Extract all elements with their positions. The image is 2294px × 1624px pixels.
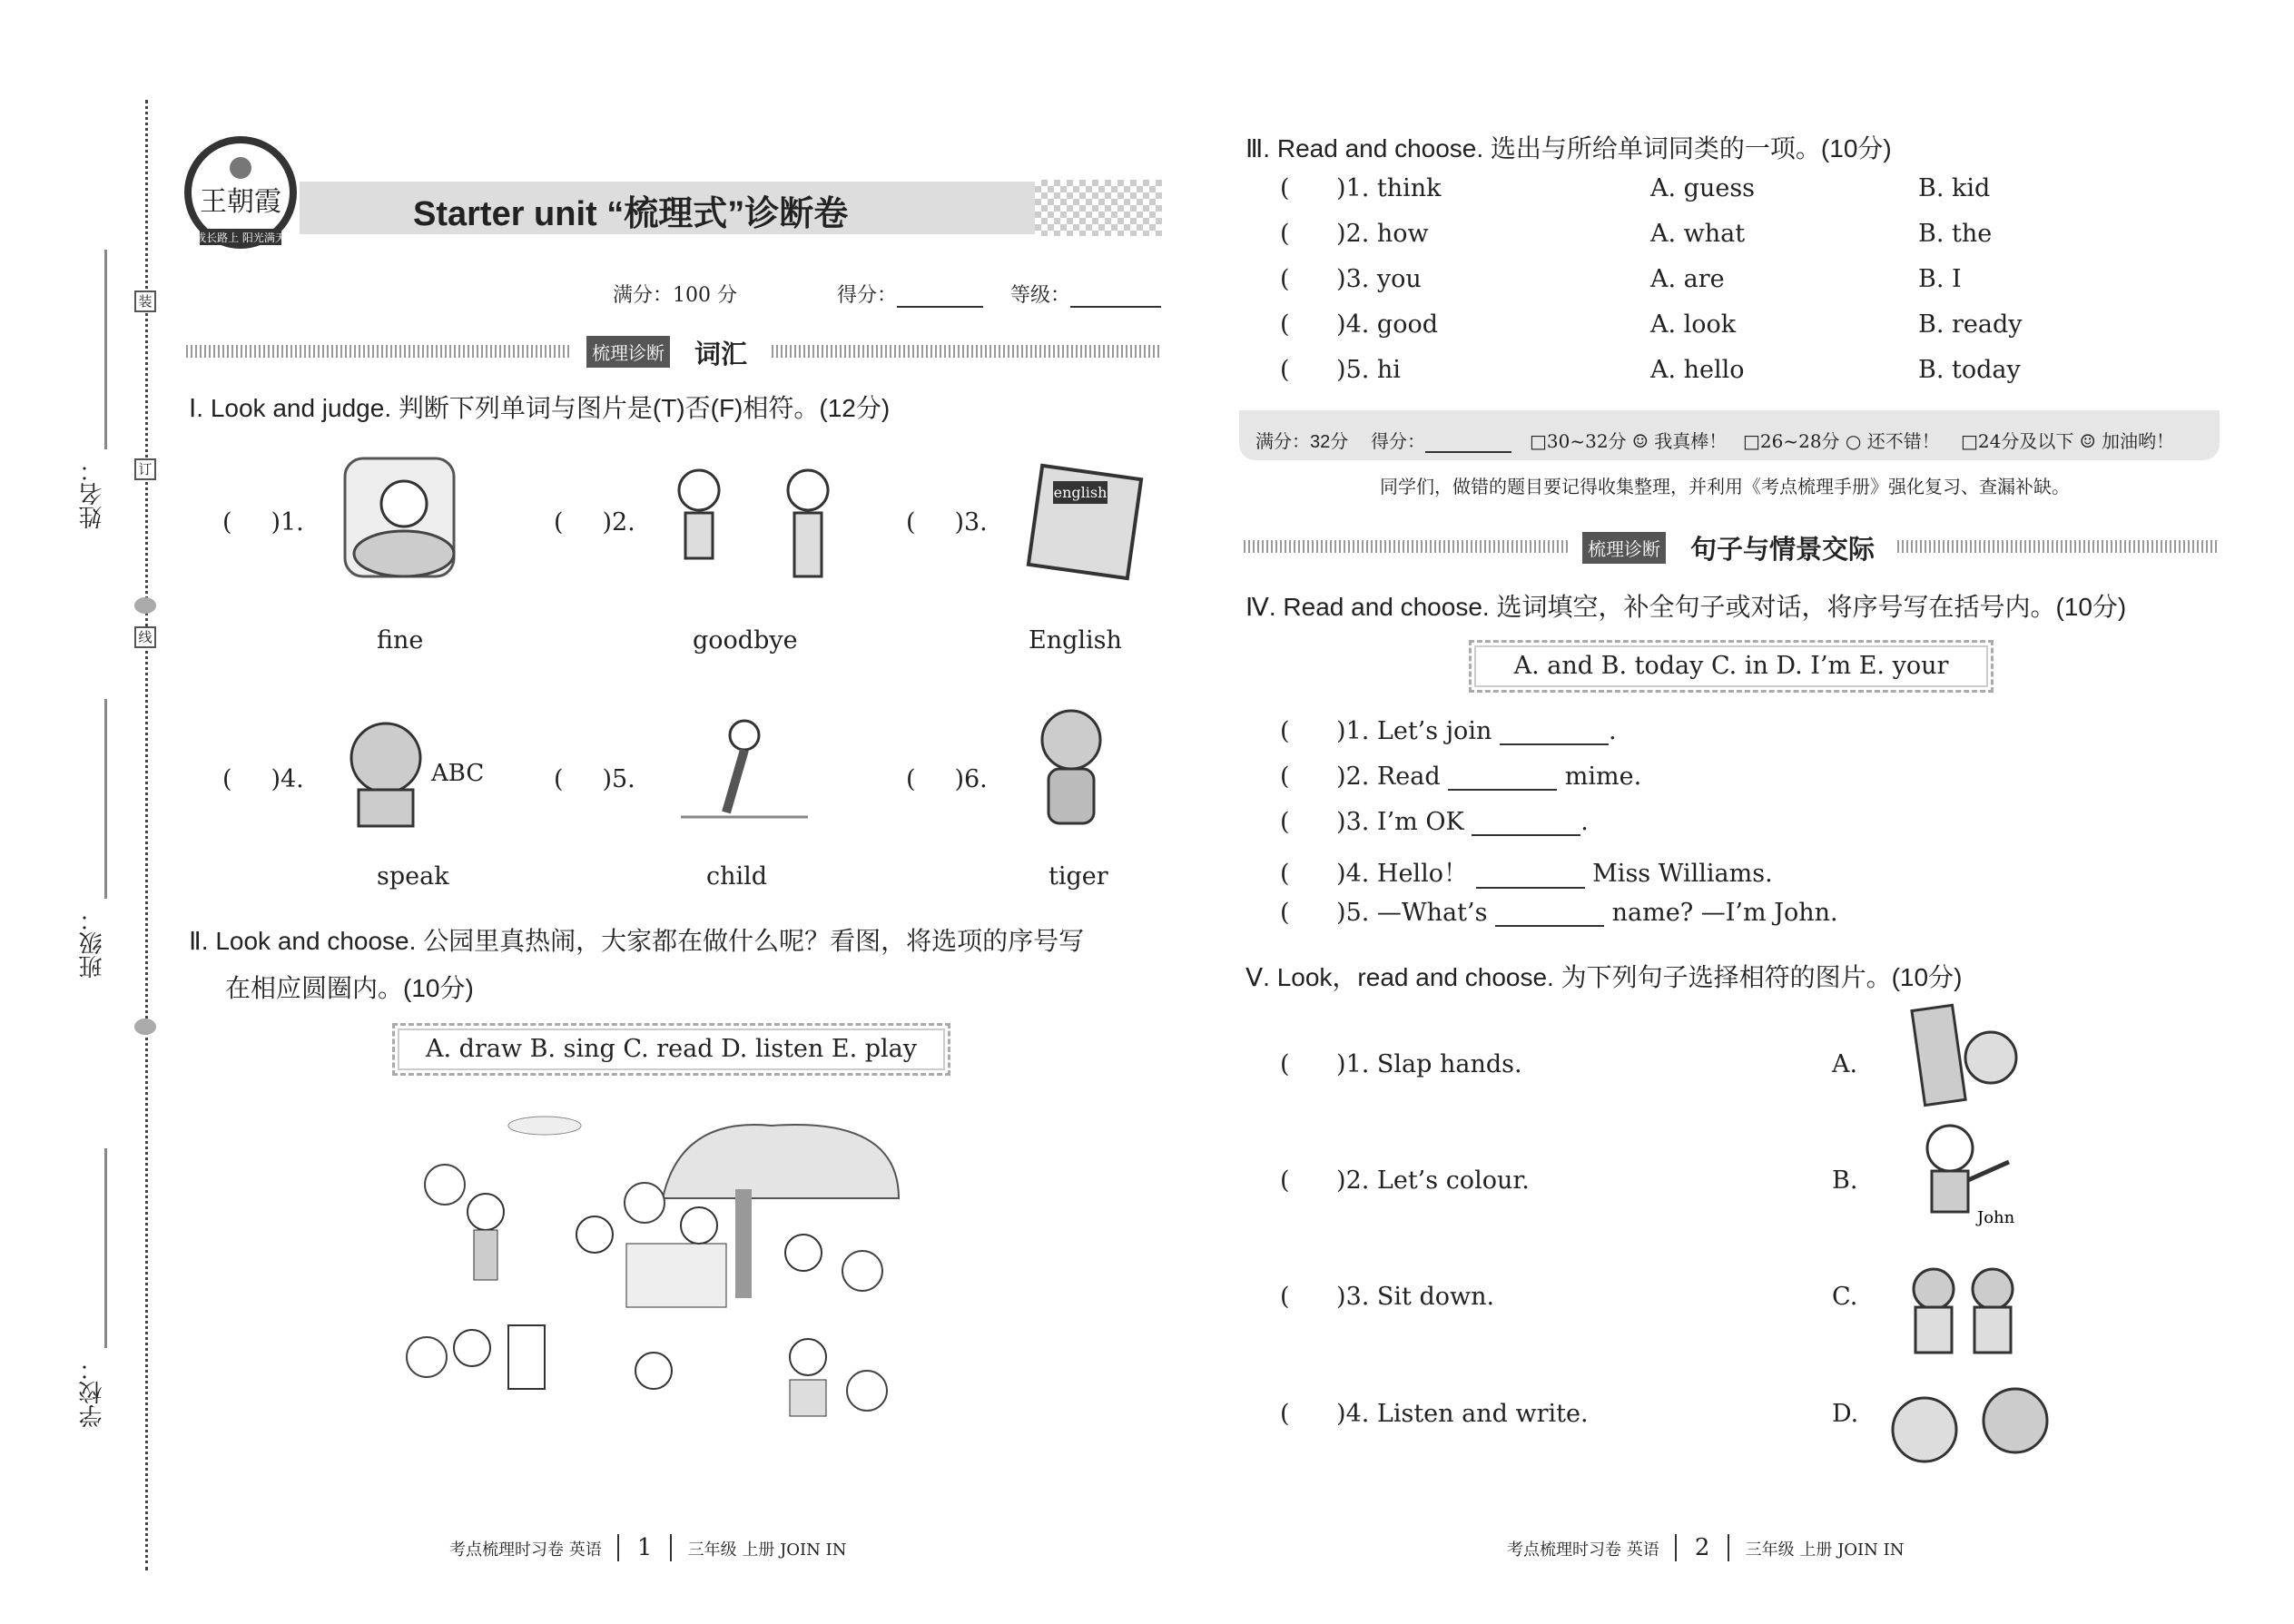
john-image <box>1914 1121 2023 1234</box>
answer-paren[interactable]: ( )1. <box>222 508 304 536</box>
section-tag: 梳理诊断 <box>1582 532 1666 564</box>
picture-letter: A. <box>1832 1050 1858 1078</box>
option-b: B. kid <box>1918 174 1991 202</box>
bar-full-score: 满分：32分 <box>1255 432 1349 452</box>
options-box: A. draw B. sing C. read D. listen E. play <box>392 1023 950 1076</box>
answer-paren[interactable]: ( )5. hi <box>1280 356 1401 384</box>
item-number: )1. <box>271 508 304 536</box>
sentence-end: . <box>1580 808 1589 836</box>
tigers-slap-hands-image <box>1906 1262 2020 1361</box>
answer-paren[interactable]: ( )2. <box>554 508 635 536</box>
q2-heading: Ⅱ. Look and choose. 公园里真热闹，大家都在做什么呢？看图，将选项的序号写 <box>189 927 1085 955</box>
divider <box>772 345 1162 358</box>
full-score: 满分：100 分 <box>613 284 737 307</box>
school-label: 学校： <box>79 1357 106 1428</box>
q1-heading: Ⅰ. Look and judge. 判断下列单词与图片是(T)否(F)相符。(12分) <box>189 394 891 422</box>
english-book-image <box>1026 463 1153 585</box>
footer-grade: 三年级 上册 JOIN IN <box>1745 1540 1905 1560</box>
divider <box>1897 540 2220 553</box>
grade-label: 等级： <box>1010 284 1071 307</box>
option-a: A. are <box>1650 265 1725 293</box>
fill-item[interactable]: ( )2. Read mime. <box>1280 763 1642 791</box>
rating-option[interactable]: □26~28分 ○ 还不错！ <box>1743 430 1940 452</box>
note: 同学们，做错的题目要记得收集整理，并利用《考点梳理手册》强化复习、查漏补缺。 <box>1380 476 2070 497</box>
option-b: B. ready <box>1918 310 2023 339</box>
item-number: )6. <box>954 765 988 793</box>
word-label: fine <box>377 626 424 655</box>
binding-mark: 订 <box>134 458 156 480</box>
park-scene-image <box>390 1098 917 1465</box>
sentence-end: . <box>1608 717 1617 745</box>
tiger-speaking-image <box>340 713 485 834</box>
item-word: )4. good <box>1336 310 1438 339</box>
score-bar <box>1239 410 2220 460</box>
sentence: )4. Listen and write. <box>1336 1400 1589 1428</box>
option-a: A. what <box>1650 220 1746 248</box>
picture-letter: C. <box>1832 1283 1858 1311</box>
smiley-icon <box>134 1019 156 1035</box>
answer-paren[interactable]: ( )3. <box>906 508 988 536</box>
sentence: )3. Sit down. <box>1336 1283 1495 1311</box>
item-number: )4. <box>271 765 304 793</box>
answer-paren[interactable]: ( )2. Let’s colour. <box>1280 1166 1530 1195</box>
item-word: )5. hi <box>1336 356 1401 384</box>
option-a: A. hello <box>1650 356 1745 384</box>
answer-paren[interactable]: ( )1. Slap hands. <box>1280 1050 1522 1078</box>
answer-paren[interactable]: ( )4. <box>222 765 304 793</box>
sentence-end: name? —I’m John. <box>1611 899 1838 927</box>
q2-heading-cont: 在相应圆圈内。(10分) <box>225 974 474 1002</box>
sentence-start: )1. Let’s join <box>1336 717 1492 745</box>
binding-mark: 装 <box>134 290 156 312</box>
footer-left <box>449 1534 846 1561</box>
rating-range: □24分及以下 <box>1961 430 2074 452</box>
item-number: )2. <box>602 508 635 536</box>
checker-decoration <box>1035 180 1162 236</box>
fill-item[interactable]: ( )4. Hello！ Miss Williams. <box>1280 860 1773 888</box>
sentence-start: )4. Hello！ <box>1336 860 1468 888</box>
answer-paren[interactable]: ( )3. Sit down. <box>1280 1283 1495 1311</box>
q5-heading: Ⅴ. Look，read and choose. 为下列句子选择相符的图片。(10分) <box>1245 963 1963 991</box>
item-word: )2. how <box>1336 220 1429 248</box>
binding-mark: 线 <box>134 626 156 648</box>
answer-paren[interactable]: ( )4. good <box>1280 310 1438 339</box>
sentence-start: )3. I’m OK <box>1336 808 1464 836</box>
item-word: )1. think <box>1336 174 1442 202</box>
item-number: )5. <box>602 765 635 793</box>
section-tag: 梳理诊断 <box>586 336 670 368</box>
word-label: English <box>1029 626 1122 655</box>
rating-option[interactable]: □24分及以下 ☺ 加油哟！ <box>1961 430 2175 452</box>
picture-letter: D. <box>1832 1400 1859 1428</box>
book-title: english <box>1053 484 1108 501</box>
rating-text: 加油哟！ <box>2102 430 2175 452</box>
binding-line <box>145 100 148 1570</box>
option-a: A. look <box>1650 310 1737 339</box>
sentence-start: )2. Read <box>1336 763 1441 791</box>
q3-heading: Ⅲ. Read and choose. 选出与所给单词同类的一项。(10分) <box>1245 134 1892 162</box>
rating-range: □26~28分 <box>1743 430 1840 452</box>
answer-paren[interactable]: ( )1. think <box>1280 174 1442 202</box>
option-b: B. today <box>1918 356 2021 384</box>
school-line[interactable] <box>104 1148 107 1348</box>
footer-grade: 三年级 上册 JOIN IN <box>687 1540 847 1560</box>
old-man-image <box>663 717 817 830</box>
rating-range: □30~32分 <box>1530 430 1627 452</box>
answer-paren[interactable]: ( )4. Listen and write. <box>1280 1400 1589 1428</box>
abc-text: ABC <box>431 760 485 787</box>
fill-item[interactable]: ( )1. Let’s join . <box>1280 717 1617 745</box>
class-label: 班级： <box>79 908 106 979</box>
word-label: child <box>706 862 768 891</box>
name-label: 姓名： <box>79 458 106 529</box>
rating-text: 我真棒！ <box>1654 430 1728 452</box>
score-field[interactable] <box>837 280 983 308</box>
tigers-sitting-image <box>1888 1384 2061 1474</box>
footer-book: 考点梳理时习卷 英语 <box>1507 1540 1659 1560</box>
name-line[interactable] <box>104 250 107 449</box>
section-title: 句子与情景交际 <box>1690 534 1876 565</box>
sentence-end: mime. <box>1564 763 1642 791</box>
svg-text:成长路上 阳光满天: 成长路上 阳光满天 <box>195 231 286 244</box>
answer-paren[interactable]: ( )2. how <box>1280 220 1429 248</box>
bar-score-label: 得分： <box>1371 432 1425 452</box>
tiger-colouring-image <box>1914 1003 2023 1111</box>
word-label: speak <box>377 862 449 891</box>
item-number: )3. <box>954 508 988 536</box>
q4-heading: Ⅳ. Read and choose. 选词填空，补全句子或对话，将序号写在括号内。(10分) <box>1245 593 2127 621</box>
option-b: B. I <box>1918 265 1962 293</box>
footer-right <box>1507 1534 1904 1561</box>
divider <box>1244 540 1570 553</box>
answer-paren[interactable]: ( )3. you <box>1280 265 1422 293</box>
options-box: A. and B. today C. in D. I’m E. your <box>1469 640 1994 693</box>
tiger-image <box>1017 704 1135 834</box>
smiley-icon <box>134 597 156 614</box>
sentence: )2. Let’s colour. <box>1336 1166 1530 1195</box>
rating-text: 还不错！ <box>1866 430 1940 452</box>
answer-paren[interactable]: ( )6. <box>906 765 988 793</box>
option-b: B. the <box>1918 220 1993 248</box>
two-children-waving-image <box>663 463 844 594</box>
score-label: 得分： <box>837 284 898 307</box>
grade-field[interactable] <box>1010 280 1161 308</box>
page-title: Starter unit “梳理式”诊断卷 <box>413 195 849 233</box>
class-line[interactable] <box>104 699 107 899</box>
option-a: A. guess <box>1650 174 1756 202</box>
bar-score-field[interactable] <box>1371 427 1511 453</box>
rating-option[interactable]: □30~32分 ☺ 我真棒！ <box>1530 430 1728 452</box>
page-number: 2 <box>1675 1534 1730 1561</box>
john-label: John <box>1977 1208 2015 1227</box>
word-label: goodbye <box>693 626 798 655</box>
svg-text:王朝霞: 王朝霞 <box>200 186 281 218</box>
fill-item[interactable]: ( )5. —What’s name? —I’m John. <box>1280 899 1838 927</box>
footer-book: 考点梳理时习卷 英语 <box>449 1540 602 1560</box>
sentence-start: )5. —What’s <box>1336 899 1488 927</box>
picture-letter: B. <box>1832 1166 1858 1195</box>
word-label: tiger <box>1049 862 1108 891</box>
item-word: )3. you <box>1336 265 1422 293</box>
sleeping-child-image <box>340 449 463 589</box>
answer-paren[interactable]: ( )5. <box>554 765 635 793</box>
logo <box>182 127 300 254</box>
divider <box>186 345 572 358</box>
sentence-end: Miss Williams. <box>1592 860 1773 888</box>
page-number: 1 <box>617 1534 673 1561</box>
fill-item[interactable]: ( )3. I’m OK . <box>1280 808 1589 836</box>
section-title: 词汇 <box>694 339 748 369</box>
sentence: )1. Slap hands. <box>1336 1050 1522 1078</box>
